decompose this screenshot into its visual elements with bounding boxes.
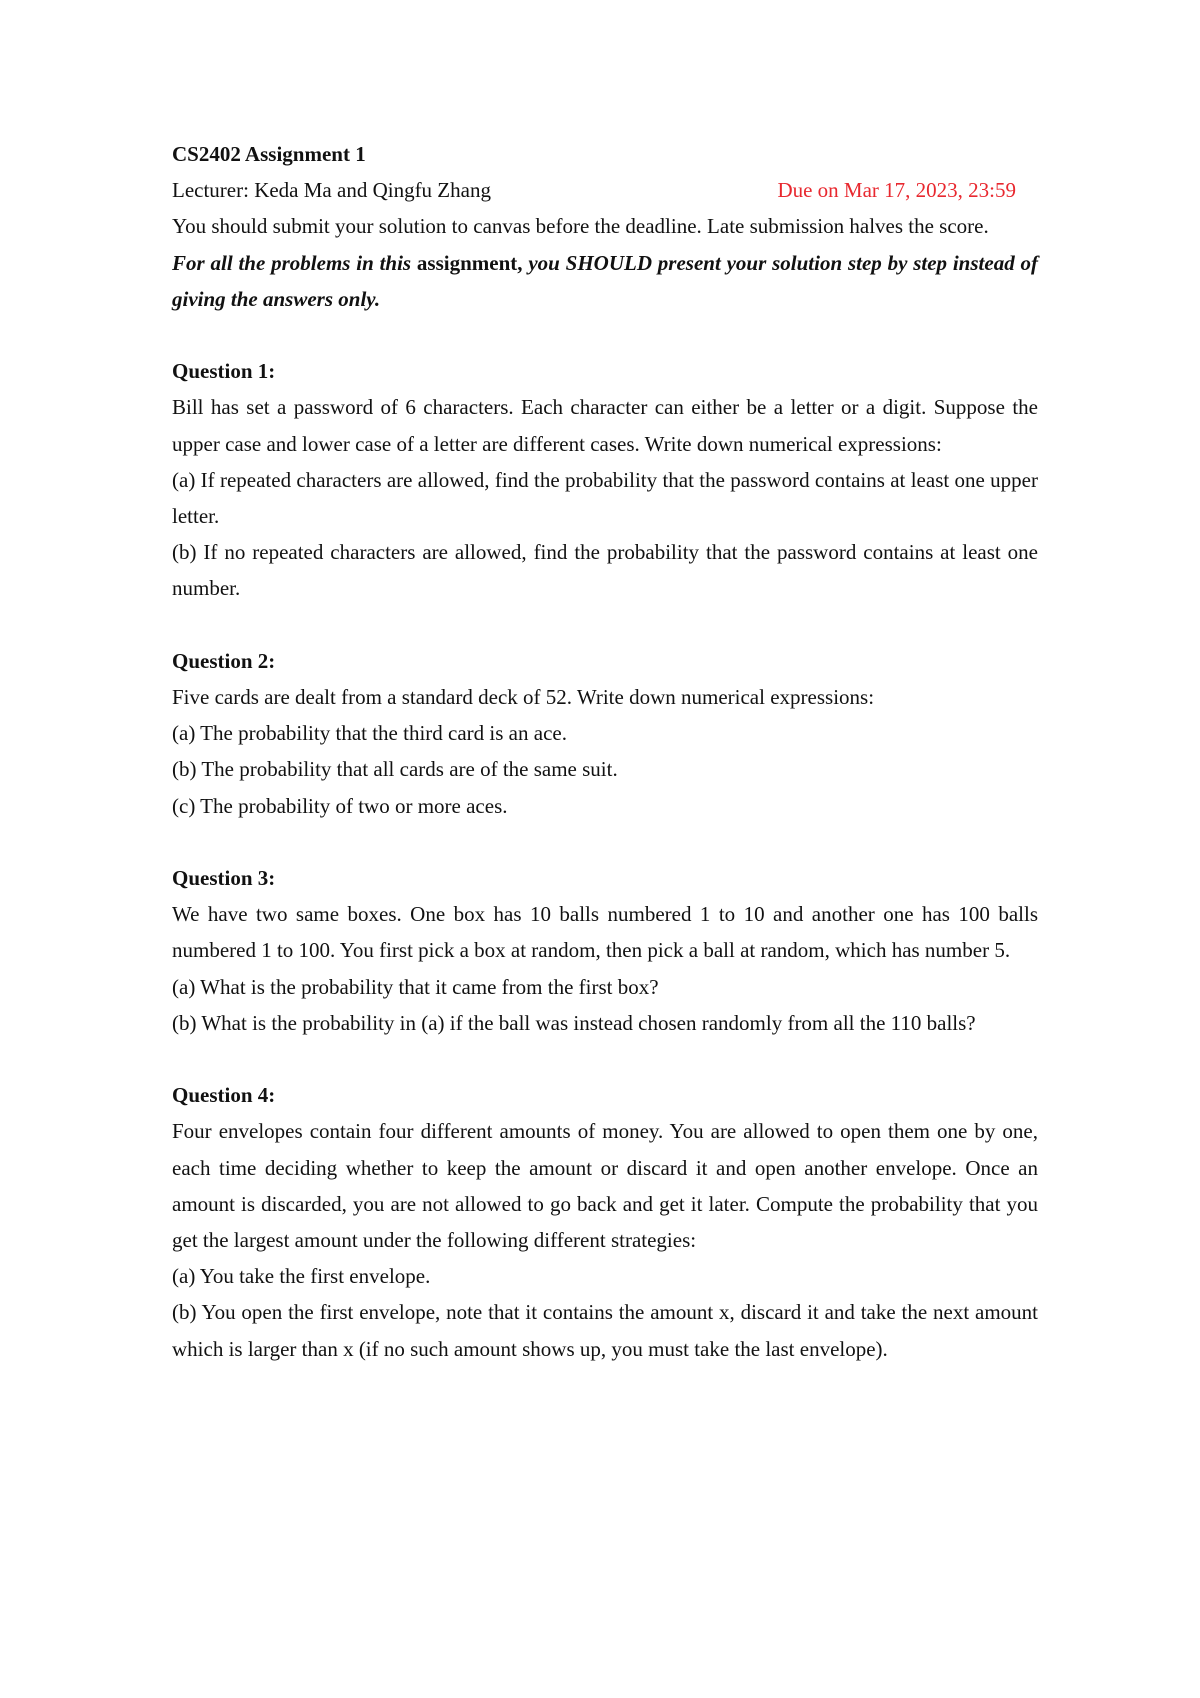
submission-note: You should submit your solution to canvas before the deadline. Late submission halves the score. bbox=[172, 214, 989, 239]
spacer bbox=[172, 824, 1038, 860]
spacer bbox=[172, 317, 1038, 353]
assignment-document bbox=[172, 136, 1038, 1367]
question-4-body: Four envelopes contain four different amounts of money. You are allowed to open them one by one, each time deciding whether to keep the amount or discard it and open another envelope. Once an amount is discarded, you are not allowed to go back and get it later. Compute the probability that you get the largest amount under the following different strategies: bbox=[172, 1119, 1038, 1253]
question-2-part-c: (c) The probability of two or more aces. bbox=[172, 793, 508, 818]
document-title: CS2402 Assignment 1 bbox=[172, 142, 366, 166]
instruction-part-1: For all the problems in this bbox=[172, 250, 417, 275]
due-date: Due on Mar 17, 2023, 23:59 bbox=[777, 178, 1016, 203]
lecturer-row bbox=[172, 172, 1038, 208]
question-1-title: Question 1: bbox=[172, 359, 276, 384]
instruction-part-2: assignment, bbox=[416, 250, 523, 275]
question-4-part-a: (a) You take the first envelope. bbox=[172, 1264, 431, 1289]
question-1-part-a: (a) If repeated characters are allowed, find the probability that the password contains at least one upper letter. bbox=[172, 467, 1038, 529]
question-4-part-b: (b) You open the first envelope, note that it contains the amount x, discard it and take the next amount which is larger than x (if no such amount shows up, you must take the last envelope). bbox=[172, 1300, 1038, 1361]
question-2-part-a: (a) The probability that the third card is an ace. bbox=[172, 721, 567, 746]
lecturer-text: Lecturer: Keda Ma and Qingfu Zhang bbox=[172, 178, 491, 203]
question-2-part-b: (b) The probability that all cards are of the same suit. bbox=[172, 757, 618, 782]
question-3-title: Question 3: bbox=[172, 866, 276, 891]
question-2-body: Five cards are dealt from a standard deck of 52. Write down numerical expressions: bbox=[172, 685, 875, 710]
question-3-part-a: (a) What is the probability that it came from the first box? bbox=[172, 974, 659, 999]
instruction-note bbox=[172, 245, 1038, 317]
question-2-title: Question 2: bbox=[172, 648, 276, 673]
question-4-title: Question 4: bbox=[172, 1083, 276, 1108]
spacer bbox=[172, 607, 1038, 643]
question-1-part-b: (b) If no repeated characters are allowed, find the probability that the password contains at least one number. bbox=[172, 540, 1038, 601]
question-3-part-b: (b) What is the probability in (a) if the ball was instead chosen randomly from all the 110 balls? bbox=[172, 1010, 976, 1035]
instruction-part-3: you SHOULD present your solution step by step instead of giving the answers only. bbox=[172, 250, 1038, 311]
spacer bbox=[172, 1041, 1038, 1077]
question-1-body: Bill has set a password of 6 characters. Each character can either be a letter or a digit. Suppose the upper case and lower case of a letter are different cases. Write down numerical expressions: bbox=[172, 395, 1038, 456]
question-3-body: We have two same boxes. One box has 10 balls numbered 1 to 10 and another one has 100 balls numbered 1 to 100. You first pick a box at random, then pick a ball at random, which has number 5. bbox=[172, 902, 1038, 963]
